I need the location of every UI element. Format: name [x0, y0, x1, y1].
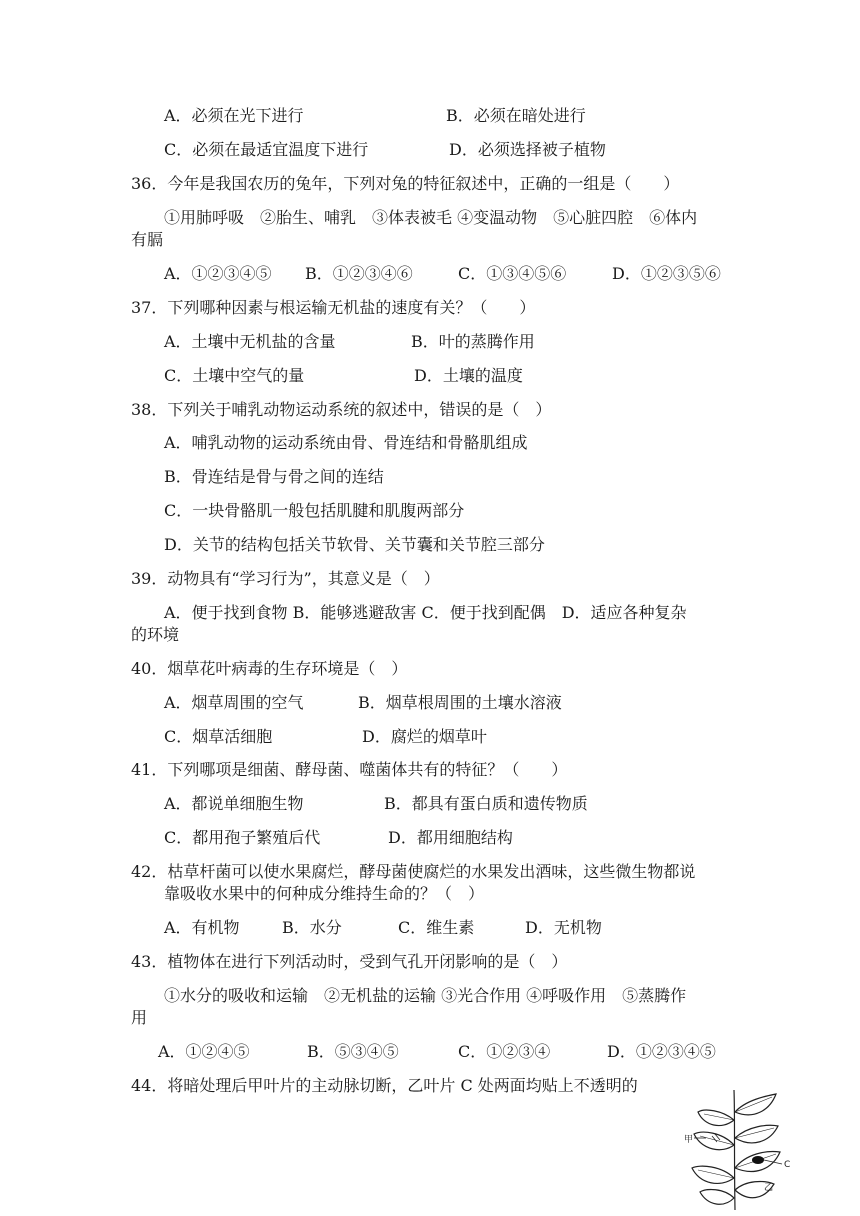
q41-stem: 41．下列哪项是细菌、酵母菌、噬菌体共有的特征？（ ）: [131, 760, 568, 779]
q41-option-c: C．都用孢子繁殖后代: [164, 828, 321, 847]
q38-option-c: C．一块骨骼肌一般包括肌腱和肌腹两部分: [164, 501, 465, 520]
covered-spot-c: [752, 1156, 764, 1164]
q42-option-d: D．无机物: [525, 918, 602, 937]
q39-options: A．便于找到食物 B．能够逃避敌害 C．便于找到配偶 D．适应各种复杂的环境: [131, 603, 687, 644]
q43-option-b: B．⑤③④⑤: [307, 1042, 399, 1061]
q35-option-a: A．必须在光下进行: [164, 106, 304, 125]
q35-option-d: D．必须选择被子植物: [449, 140, 606, 159]
q40-stem: 40．烟草花叶病毒的生存环境是（ ）: [131, 659, 408, 678]
q36-option-b: B．①②③④⑥: [305, 264, 413, 283]
q38-option-a: A．哺乳动物的运动系统由骨、骨连结和骨骼肌组成: [164, 433, 528, 452]
plant-diagram: [684, 1090, 794, 1210]
q43-description: ①水分的吸收和运输 ②无机盐的运输 ③光合作用 ④呼吸作用 ⑤蒸腾作用: [131, 986, 687, 1027]
q41-option-d: D．都用细胞结构: [388, 828, 513, 847]
q40-option-d: D．腐烂的烟草叶: [362, 727, 487, 746]
q40-option-a: A．烟草周围的空气: [164, 693, 304, 712]
q37-option-b: B．叶的蒸腾作用: [411, 332, 535, 351]
q36-description: ①用肺呼吸 ②胎生、哺乳 ③体表被毛 ④变温动物 ⑤心脏四腔 ⑥体内有膈: [131, 208, 698, 249]
q37-option-d: D．土壤的温度: [414, 366, 523, 385]
q42-option-c: C．维生素: [398, 918, 475, 937]
q42-option-a: A．有机物: [164, 918, 240, 937]
q43-option-c: C．①②③④: [458, 1042, 551, 1061]
q40-option-c: C．烟草活细胞: [164, 727, 273, 746]
q42-stem-line-2: 靠吸收水果中的何种成分维持生命的？（ ）: [164, 884, 485, 903]
q37-stem: 37．下列哪种因素与根运输无机盐的速度有关？（ ）: [131, 298, 536, 317]
q36-option-c: C．①③④⑤⑥: [458, 264, 567, 283]
label-c: C: [784, 1160, 791, 1170]
q36-option-a: A．①②③④⑤: [164, 264, 272, 283]
q37-option-a: A．土壤中无机盐的含量: [164, 332, 336, 351]
q36-option-d: D．①②③⑤⑥: [612, 264, 721, 283]
q43-option-a: A．①②④⑤: [158, 1042, 250, 1061]
q42-option-b: B．水分: [282, 918, 342, 937]
q37-option-c: C．土壤中空气的量: [164, 366, 305, 385]
q41-option-a: A．都说单细胞生物: [164, 794, 304, 813]
q39-stem: 39．动物具有“学习行为”，其意义是（ ）: [131, 569, 440, 588]
label-yi: 乙: [764, 1183, 774, 1193]
q44-stem: 44．将暗处理后甲叶片的主动脉切断，乙叶片 C 处两面均贴上不透明的: [131, 1076, 638, 1095]
q35-option-b: B．必须在暗处进行: [446, 106, 586, 125]
q40-option-b: B．烟草根周围的土壤水溶液: [358, 693, 562, 712]
q43-stem: 43．植物体在进行下列活动时，受到气孔开闭影响的是（ ）: [131, 952, 568, 971]
label-jia: 甲: [684, 1135, 694, 1145]
q43-option-d: D．①②③④⑤: [607, 1042, 716, 1061]
q35-option-c: C．必须在最适宜温度下进行: [164, 140, 369, 159]
q38-option-d: D．关节的结构包括关节软骨、关节囊和关节腔三部分: [164, 535, 545, 554]
q38-stem: 38．下列关于哺乳动物运动系统的叙述中，错误的是（ ）: [131, 400, 552, 419]
q41-option-b: B．都具有蛋白质和遗传物质: [384, 794, 588, 813]
plant-drawing: [684, 1090, 794, 1210]
q42-stem-line-1: 42．枯草杆菌可以使水果腐烂，酵母菌使腐烂的水果发出酒味，这些微生物都说: [131, 862, 696, 881]
q36-stem: 36．今年是我国农历的兔年，下列对兔的特征叙述中，正确的一组是（ ）: [131, 174, 680, 193]
q38-option-b: B．骨连结是骨与骨之间的连结: [164, 467, 384, 486]
